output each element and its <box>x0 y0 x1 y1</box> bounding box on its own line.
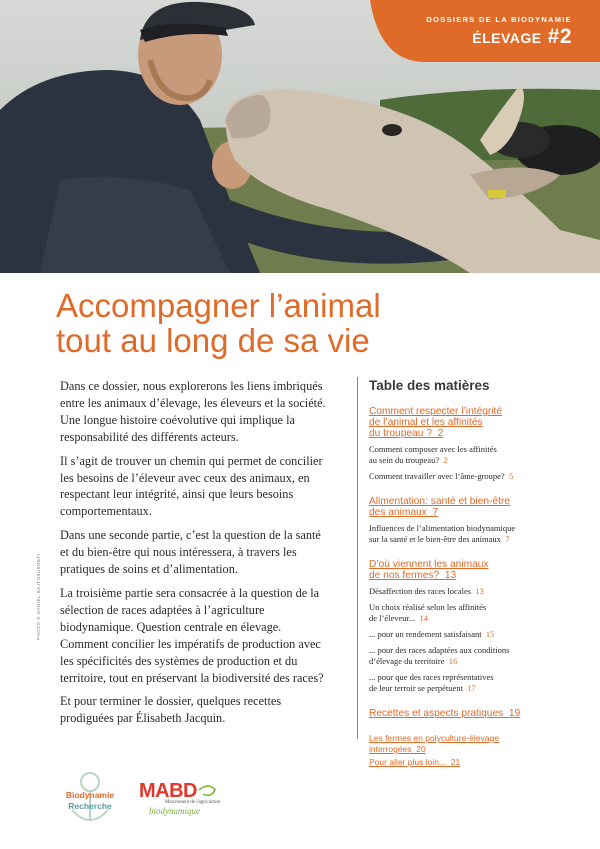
toc-extra-text: Pour aller plus loin... <box>369 757 447 767</box>
biodynamie-recherche-logo <box>62 768 114 830</box>
toc-page-number: 15 <box>485 629 495 639</box>
toc-subsection[interactable] <box>369 629 574 640</box>
photo-credit: PHOTO © DANIEL SAJTOSUKREFI <box>36 553 41 640</box>
mabd-mark: MABD <box>139 780 197 802</box>
toc-spacer <box>369 699 574 708</box>
title-line-1: Accompagner l’animal <box>56 287 381 324</box>
toc-extra-further[interactable] <box>369 757 574 768</box>
toc-sub-text: ... pour que des races représentatives <box>369 672 494 682</box>
intro-paragraph: Et pour terminer le dossier, quelques recettes prodiguées par Élisabeth Jacquin. <box>60 694 282 726</box>
toc-sub-text: de l’éleveur... <box>369 613 416 623</box>
toc-sub-text: Un choix réalisé selon les affinités <box>369 602 487 612</box>
toc-page-number: 19 <box>508 708 521 719</box>
toc-section-text: des animaux <box>369 507 427 518</box>
toc-section-text: Comment respecter l’intégrité <box>369 406 503 417</box>
toc-subsection[interactable] <box>369 523 574 545</box>
toc-section-origins[interactable] <box>369 559 574 581</box>
toc-sub-text: ... pour des races adaptées aux conditions <box>369 645 510 655</box>
toc-section-text: Recettes et aspects pratiques <box>369 708 504 719</box>
toc-page-number: 16 <box>448 656 458 666</box>
page-title <box>56 288 381 358</box>
toc-page-number: 17 <box>467 683 476 693</box>
toc-sub-text: Désaffection des races locales <box>369 586 472 596</box>
series-badge <box>370 0 600 62</box>
toc-extra-farms[interactable] <box>369 733 574 755</box>
toc-spacer <box>369 550 574 559</box>
toc-page-number: 14 <box>419 613 429 623</box>
toc-sub-text: Influences de l’alimentation biodynamique <box>369 523 516 533</box>
issue-topic: ÉLEVAGE <box>472 30 542 46</box>
toc-page-number: 13 <box>444 570 457 581</box>
toc-section-text: D’où viennent les animaux <box>369 559 489 570</box>
toc-sub-text: Comment composer avec les affinités <box>369 444 497 454</box>
mabd-logo <box>137 780 227 820</box>
mabd-biodynamique: biodynamique <box>149 806 200 816</box>
toc-extra-text: Les fermes en polyculture-élevage <box>369 733 499 743</box>
intro-paragraph: Dans une seconde partie, c’est la question de la santé et du bien-être qui nous intéressera, à travers les pratiques de soins et d’alimentation. <box>60 528 321 577</box>
intro-paragraph: Il s’agit de trouver un chemin qui permet de concilier les besoins de l’éleveur avec ceux des animaux, en respectant leur intégrité, ainsi que leurs besoins comportementaux. <box>60 453 323 519</box>
intro-paragraph: La troisième partie sera consacrée à la question de la sélection de races adaptées à l’agriculture biodynamique. Question centrale en élevage. Comment concilier les impératifs de production avec les spécificités des systèmes de production et du territoire, tout en préservant la biodiversité des races? <box>60 585 324 685</box>
intro-paragraph: Dans ce dossier, nous explorerons les liens imbriqués entre les animaux d’élevage, les éleveurs et la société. Une longue histoire coévolutive qui implique la responsabilité des différents acteurs. <box>60 379 326 444</box>
logo-text-bottom: Recherche <box>68 801 112 811</box>
toc-section-text: de l’animal et les affinités <box>369 417 483 428</box>
toc-sub-text: d’élevage du territoire <box>369 656 445 666</box>
toc-page-number: 7 <box>505 534 510 544</box>
toc-section-text: Alimentation: santé et bien-être <box>369 496 511 507</box>
toc-sub-text: Comment travailler avec l’âme-groupe? <box>369 471 505 481</box>
issue-number: #2 <box>547 25 572 48</box>
toc-page-number: 13 <box>475 586 484 596</box>
toc-title: Table des matières <box>369 378 490 393</box>
intro-text <box>60 378 328 734</box>
toc-subsection[interactable] <box>369 602 574 624</box>
series-label: DOSSIERS DE LA BIODYNAMIE <box>426 15 572 24</box>
toc-sub-text: de leur terroir se perpétuent <box>369 683 463 693</box>
toc-sub-text: ... pour un rendement satisfaisant <box>369 629 482 639</box>
toc-spacer <box>369 487 574 496</box>
toc-page-number: 20 <box>416 744 426 754</box>
toc-subsection[interactable] <box>369 586 574 597</box>
table-of-contents <box>369 378 574 770</box>
toc-section-integrity[interactable] <box>369 406 574 439</box>
toc-section-recipes[interactable] <box>369 708 574 719</box>
issue-label <box>472 25 572 49</box>
toc-divider <box>357 377 358 739</box>
toc-section-text: du troupeau ? <box>369 428 432 439</box>
toc-section-text: de nos fermes? <box>369 570 440 581</box>
toc-section-alimentation[interactable] <box>369 496 574 518</box>
mabd-subtitle: Mouvement de l'agriculture <box>165 800 221 805</box>
toc-page-number: 2 <box>437 428 444 439</box>
toc-page-number: 5 <box>508 471 514 481</box>
logo-text-top: Biodynamie <box>65 790 115 800</box>
toc-page-number: 21 <box>450 757 461 767</box>
toc-sub-text: sur la santé et le bien-être des animaux <box>369 534 501 544</box>
toc-subsection[interactable] <box>369 471 574 482</box>
toc-subsection[interactable] <box>369 444 574 466</box>
toc-subsection[interactable] <box>369 645 574 667</box>
toc-spacer <box>369 724 574 733</box>
toc-extra-text: interrogées <box>369 744 412 754</box>
title-line-2: tout au long de sa vie <box>56 322 370 359</box>
toc-page-number: 7 <box>432 507 439 518</box>
toc-page-number: 2 <box>443 455 448 465</box>
toc-sub-text: au sein du troupeau? <box>369 455 440 465</box>
toc-subsection[interactable] <box>369 672 574 694</box>
